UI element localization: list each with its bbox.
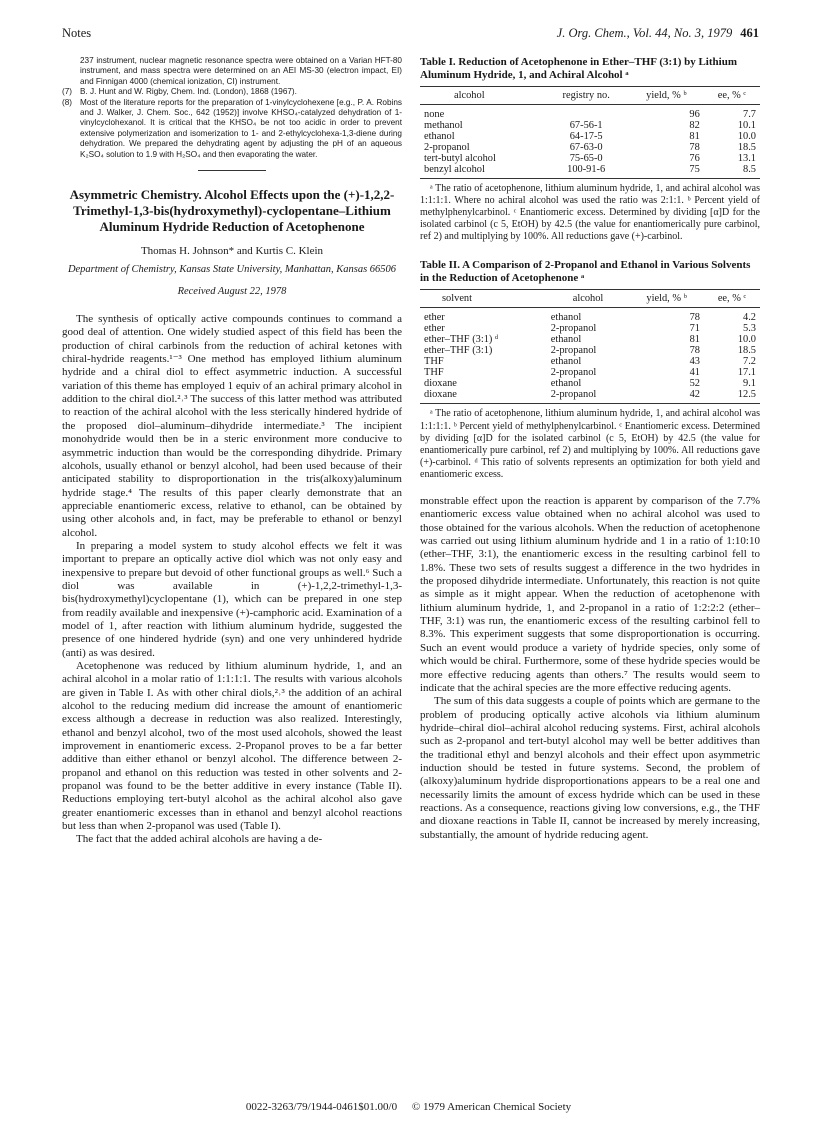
journal-citation: J. Org. Chem., Vol. 44, No. 3, 1979 (556, 26, 733, 40)
table-cell: ethanol (424, 131, 455, 142)
table-row (420, 120, 760, 131)
footnote-item (62, 98, 402, 160)
table-cell: 82 (689, 120, 700, 131)
table-cell: 76 (689, 153, 700, 164)
table-row (420, 164, 760, 179)
received-date: Received August 22, 1978 (177, 286, 287, 298)
body-paragraph: The fact that the added achiral alcohols are having a de- (76, 833, 323, 846)
table-cell: 75-65-0 (569, 153, 603, 164)
table-cell: 2-propanol (547, 389, 630, 404)
table-row (420, 334, 760, 345)
table-row (420, 356, 760, 367)
article-affiliation: Department of Chemistry, Kansas State University, Manhattan, Kansas 66506 (67, 264, 397, 276)
footnote-number: (7) (62, 87, 73, 97)
table2-header-ee: ee, % ᶜ (704, 290, 760, 308)
table-cell: 42 (629, 389, 704, 404)
right-column (420, 56, 760, 842)
table-cell: THF (424, 367, 444, 379)
table-cell: 10.0 (737, 334, 756, 346)
table-cell: 17.1 (737, 367, 756, 379)
table-cell: 7.7 (743, 109, 756, 120)
table1-title: Table I. Reduction of Acetophenone in Ether–THF (3:1) by Lithium Aluminum Hydride, 1, and Achiral Alcohol ᵃ (420, 56, 737, 81)
table-cell: 78 (689, 345, 700, 357)
table-cell: 81 (689, 131, 700, 142)
table-cell: 2-propanol (424, 142, 470, 153)
table-cell: 2-propanol (550, 367, 597, 379)
table-cell: 2-propanol (550, 345, 597, 357)
table-cell: 8.5 (704, 164, 760, 179)
table-cell: dioxane (420, 389, 547, 404)
table2-header-yield: yield, % ᵇ (629, 290, 704, 308)
footnote-text: B. J. Hunt and W. Rigby, Chem. Ind. (London), 1868 (1967). (80, 87, 297, 97)
body-paragraph: Acetophenone was reduced by lithium aluminum hydride, 1, and an achiral alcohol in a molar ratio of 1:1:1:1. The results with various alcohols are given in Table I. As with other chiral diols,²˒³ the addition of an achiral alcohol to the reducing medium did increase the amount of enantiomeric excess although a decrease in reduction was also realized. Interestingly, ethanol and benzyl alcohol, two of the most used alcohols, showed the least improvement in enantiomeric excess. 2-Propanol proves to be a far better additive than either ethanol or benzyl alcohol. The difference between 2-propanol and ethanol on this reduction was tested in other solvents and 2-propanol was found to be the better additive in every instance (Table II). Reductions employing tert-butyl alcohol as the achiral alcohol also gave greater enantiomeric excesses than in ethanol and benzyl alcohol reactions but less than when 2-propanol was used (Table I). (62, 660, 402, 833)
page-number: 461 (740, 26, 759, 40)
table2-header-alcohol: alcohol (547, 290, 630, 308)
table-cell: ethanol (550, 334, 582, 346)
footnote-item (62, 87, 402, 97)
table-cell: 100-91-6 (543, 164, 629, 179)
table-cell: 10.0 (737, 131, 756, 142)
table-cell: THF (424, 356, 444, 368)
table1 (420, 86, 760, 179)
page-footer (0, 1101, 817, 1113)
table-cell: 43 (689, 356, 700, 368)
table1-header-registry: registry no. (543, 87, 629, 105)
table-cell: tert-butyl alcohol (424, 153, 496, 164)
body-paragraph: The synthesis of optically active compounds continues to command a good deal of attention. One widely studied aspect of this field has been the production of chiral carbinols from the reduction of achiral ketones with chiral-hydride reagents.¹⁻³ One method has employed lithium aluminum hydride and a chiral diol to effect asymmetric induction. A successful variation of this theme has employed 1 equiv of an achiral primary alcohol in addition to the chiral diol.²˒³ The success of this latter method was attributed to reaction of the achiral alcohol with the less sterically hindered hydride of the proposed diol–aluminum–dihydride intermediate.³ The incipient monohydride would then be in a steric environment more conducive to asymmetric induction than would be the corresponding dihydride. Primary alcohols, usually ethanol or benzyl alcohol, had been used because of their anticipated stability to disproportionation in the tris(alkoxy)aluminum hydride stage.⁴ The results of this paper clearly demonstrate that an appreciable enantiomeric excess, relative to ethanol, can be obtained by using other alcohols and, in fact, may be preferable to ethanol or benzyl alcohol. (62, 313, 402, 539)
left-column (62, 56, 402, 847)
body-paragraph: The sum of this data suggests a couple of points which are germane to the problem of producing optically active alcohols via lithium aluminum hydride–chiral diol–achiral alcohol reducing systems. First, achiral alcohols such as 2-propanol and tert-butyl alcohol may well be better additives than the traditional ethyl and benzyl alcohols and their effect upon asymmetric induction should be tested in future systems. Second, the problem of (alkoxy)aluminum hydride disproportionations appears to be a real one and necessarily limits the amount of excess hydride which can be used in these reactions. As a consequence, reactions giving low conversions, e.g., the THF and dioxane reactions in Table II, cannot be increased by merely increasing, substantially, the amount of hydride reducing agent. (420, 695, 760, 841)
table-cell: 4.2 (743, 312, 756, 324)
table-row (420, 308, 760, 324)
table-cell: methanol (424, 120, 463, 131)
table-cell: 78 (689, 142, 700, 153)
table-cell: 9.1 (743, 378, 756, 390)
table-cell: none (424, 109, 445, 120)
table-cell: 13.1 (737, 153, 756, 164)
table2-header-solvent: solvent (420, 290, 547, 308)
table-cell: ethanol (550, 356, 582, 368)
table-row (420, 345, 760, 356)
copyright-notice: © 1979 American Chemical Society (411, 1101, 572, 1113)
table-cell: 64-17-5 (569, 131, 603, 142)
table-cell: 71 (689, 323, 700, 335)
table-cell: ethanol (550, 378, 582, 390)
table-cell: 18.5 (737, 345, 756, 357)
table-row (420, 142, 760, 153)
table-cell: 12.5 (704, 389, 760, 404)
table-cell: 81 (689, 334, 700, 346)
table-cell: ether (424, 323, 445, 335)
table-cell: ether–THF (3:1) ᵈ (424, 334, 499, 346)
table2-footnote: ᵃ The ratio of acetophenone, lithium aluminum hydride, 1, and achiral alcohol was 1:1:1:1. ᵇ Percent yield of methylphenylcarbinol. ᶜ Enantiomeric excess. Determined by dividing [α]D for the isolated carbinol (c 5, EtOH) by 42.5 (the value for enantiomerically pure carbinol, ref 2) and multiplying by 100%. All reductions gave (+)-carbinol. ᵈ This ratio of solvents represents an optimization for both yield and enantiomeric excess. (420, 408, 760, 480)
table-cell: 2-propanol (550, 323, 597, 335)
table-cell: ether (424, 312, 445, 324)
table1-header-yield: yield, % ᵇ (629, 87, 704, 105)
table2 (420, 289, 760, 404)
table-cell: benzyl alcohol (420, 164, 543, 179)
table-cell: 67-56-1 (569, 120, 603, 131)
table-cell: 52 (689, 378, 700, 390)
article-title: Asymmetric Chemistry. Alcohol Effects upon the (+)-1,2,2-Trimethyl-1,3-bis(hydroxymethyl)-cyclopentane–Lithium Aluminum Hydride Reduction of Acetophenone (69, 187, 395, 235)
table-cell: ether–THF (3:1) (424, 345, 493, 357)
table-cell: 75 (629, 164, 704, 179)
table1-header-ee: ee, % ᶜ (704, 87, 760, 105)
section-divider (198, 170, 266, 171)
body-paragraph: monstrable effect upon the reaction is apparent by comparison of the 7.7% enantiomeric excess value obtained when no achiral alcohol was used to those obtained for the various alcohols. When the reduction of acetophenone was carried out using lithium aluminum hydride and 1 in a ratio of 1:10:10 (ether–THF, 3:1), the enantiomeric excess in the resulting carbinol fell to 1.8%. These two sets of results suggest a difference in the two hydrides in the proposed dihydride intermediate. Unfortunately, this reaction is not quite as simple as it might appear. When the reduction of acetophenone with lithium aluminum hydride, 1, and 2-propanol in a ratio of 1:2:2:2 (ether–THF, 3:1) was run, the enantiomeric excess of the resulting carbinol fell to 8.3%. This experiment suggests that some disproportionation is occurring. Such an event would produce a variety of hydride species, only some of which would be chiral. Furthermore, some of these hydride species would be more effective reducing agents than others.⁷ The results would seem to indicate that the achiral species are the more effective reducing agents. (420, 495, 760, 694)
table-row (420, 131, 760, 142)
table-cell: 96 (689, 109, 700, 120)
table2-title: Table II. A Comparison of 2-Propanol and Ethanol in Various Solvents in the Reduction of Acetophenone ᵃ (420, 259, 751, 285)
table-cell: ethanol (550, 312, 582, 324)
table-cell: dioxane (424, 378, 457, 390)
body-paragraph: In preparing a model system to study alcohol effects we felt it was important to prepare an optically active diol which was not only easy and inexpensive to prepare but devoid of other functional groups as well.⁶ Such a diol was available in (+)-1,2,2-trimethyl-1,3-bis(hydroxymethyl)cyclopentane (1), which can be prepared in one step from readily available and inexpensive (+)-camphoric acid. Examination of a model of 1, after reaction with lithium aluminum hydride, suggested the presence of one hindered hydride (syn) and one very unhindered hydride (anti) as was desired. (62, 539, 402, 659)
table-row (420, 153, 760, 164)
table-cell: 78 (689, 312, 700, 324)
table-row (420, 367, 760, 378)
table-row (420, 389, 760, 404)
article-code: 0022-3263/79/1944-0461$01.00/0 (245, 1101, 398, 1113)
running-head-journal (557, 26, 759, 41)
footnotes-block (62, 56, 402, 160)
footnote-number: (8) (62, 97, 73, 107)
table-cell: 41 (689, 367, 700, 379)
article-authors: Thomas H. Johnson* and Kurtis C. Klein (140, 245, 324, 258)
table-row (420, 323, 760, 334)
table-cell (543, 105, 629, 121)
table1-footnote: ᵃ The ratio of acetophenone, lithium aluminum hydride, 1, and achiral alcohol was 1:1:1:1. Where no achiral alcohol was used the ratio was 2:1:1. ᵇ Percent yield of methylphenylcarbinol. ᶜ Enantiomeric excess. Determined by dividing [α]D for the isolated carbinol (c 5, EtOH) by 42.5 (the value for enantiomerically pure carbinol, ref 2) and multiplying by 100%. All reductions gave (+)-carbinol. (420, 183, 760, 243)
table-cell: 67-63-0 (569, 142, 603, 153)
table-row (420, 378, 760, 389)
footnote-text: Most of the literature reports for the preparation of 1-vinylcyclohexene [e.g., P. A. Robins and J. Walker, J. Chem. Soc., 642 (1952)] involve KHSO₄-catalyzed dehydration of 1-vinylcyclohexanol. It is critical that the KHSO₄ be not too acidic in order to prevent extensive polymerization and isomerization to 1- and 2-ethylcyclohexa-1,3-diene during dehydration. We prepared the dehydrating agent by adjusting the pH of an aqueous K₂SO₄ solution to 1.9 with H₂SO₄ and then evaporating the water. (80, 97, 402, 159)
table-row (420, 105, 760, 121)
footnote-continuation: 237 instrument, nuclear magnetic resonance spectra were obtained on a Varian HFT-80 instrument, and mass spectra were determined on an AEI MS-30 (electron impact, EI) and Finnigan 4000 (chemical ionization, CI) instrument. (80, 56, 402, 86)
table-cell: 10.1 (737, 120, 756, 131)
table-cell: 18.5 (737, 142, 756, 153)
table1-header-alcohol: alcohol (420, 87, 543, 105)
table-cell: 5.3 (743, 323, 756, 335)
table-cell: 7.2 (743, 356, 756, 368)
running-head-section: Notes (62, 26, 92, 40)
